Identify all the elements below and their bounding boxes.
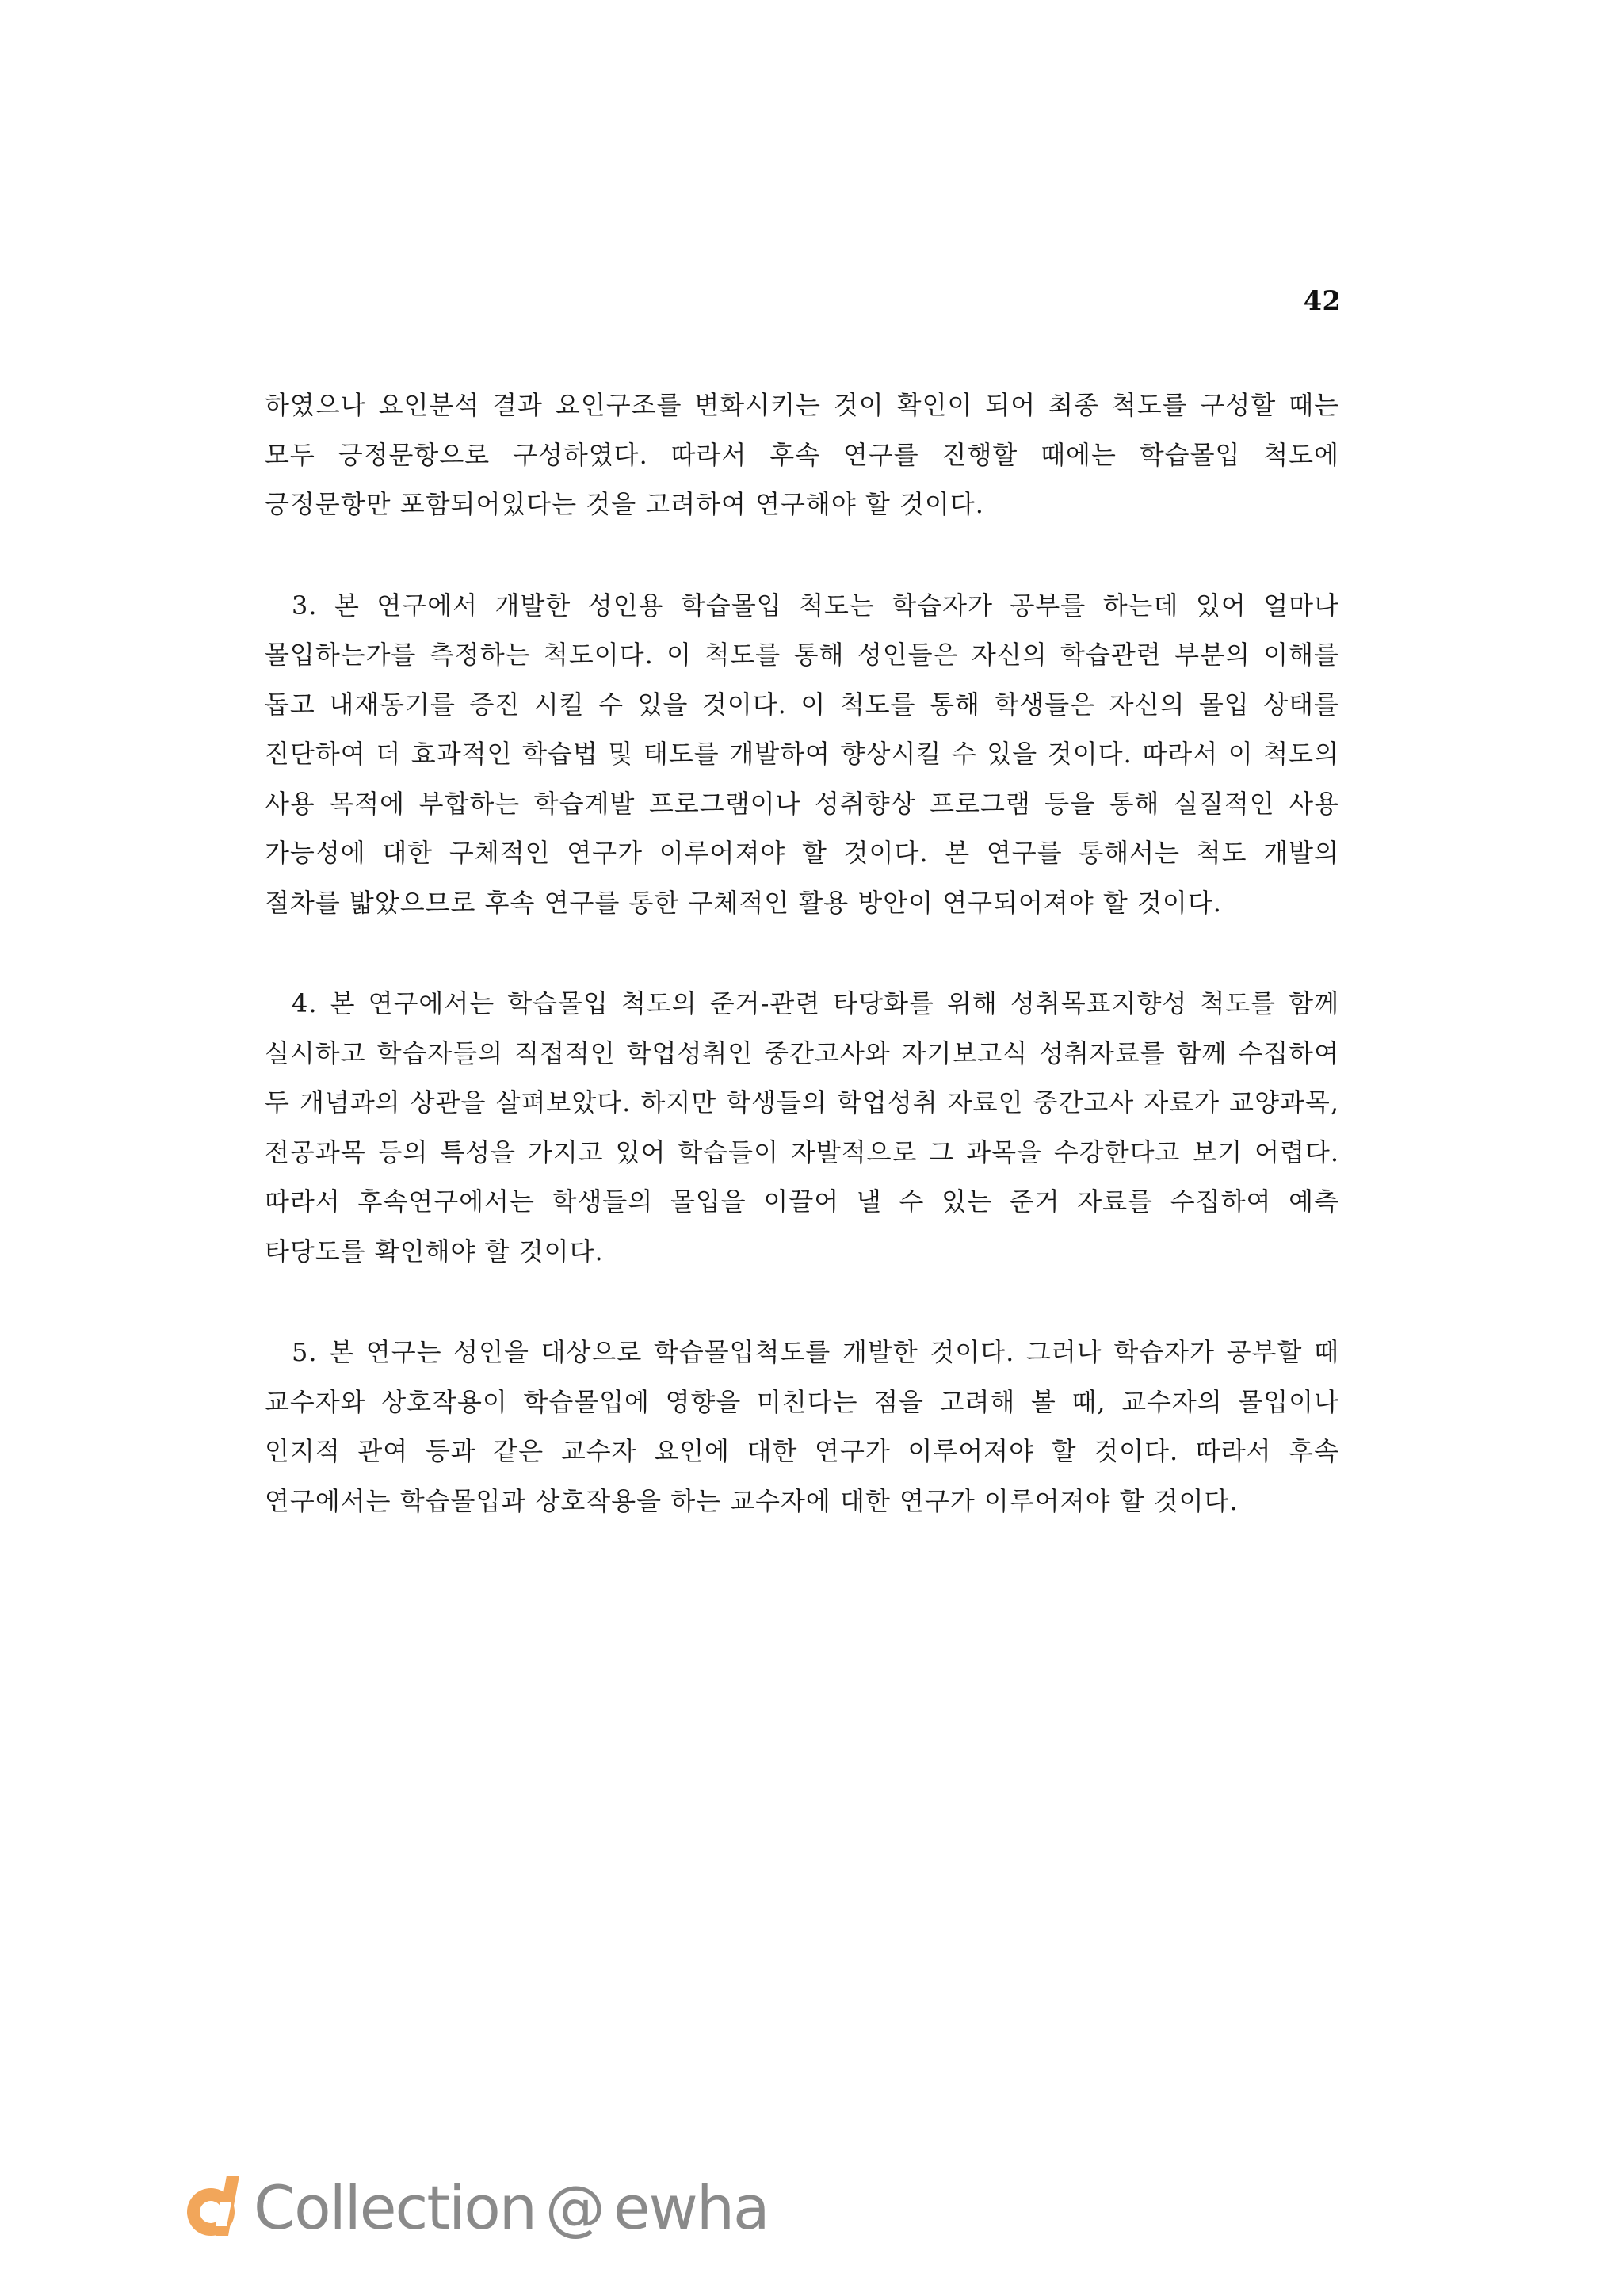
paragraph-item-3: 3. 본 연구에서 개발한 성인용 학습몰입 척도는 학습자가 공부를 하는데 있어 얼마나 몰입하는가를 측정하는 척도이다. 이 척도를 통해 성인들은 자신의 학습관련 부분의 이해를 돕고 내재동기를 증진 시킬 수 있을 것이다. 이 척도를 통해 학생들은 자신의 몰입 상태를 진단하여 더 효과적인 학습법 및 태도를 개발하여 향상시킬 수 있을 것이다. 따라서 이 척도의 사용 목적에 부합하는 학습계발 프로그램이나 성취향상 프로그램 등을 통해 실질적인 사용 가능성에 대한 구체적인 연구가 이루어져야 할 것이다. 본 연구를 통해서는 척도 개발의 절차를 밟았으므로 후속 연구를 통한 구체적인 활용 방안이 연구되어져야 할 것이다.	[265, 590, 1339, 918]
paragraph-item-4: 4. 본 연구에서는 학습몰입 척도의 준거-관련 타당화를 위해 성취목표지향성 척도를 함께 실시하고 학습자들의 직접적인 학업성취인 중간고사와 자기보고식 성취자료를 함께 수집하여 두 개념과의 상관을 살펴보았다. 하지만 학생들의 학업성취 자료인 중간고사 자료가 교양과목, 전공과목 등의 특성을 가지고 있어 학습들이 자발적으로 그 과목을 수강한다고 보기 어렵다. 따라서 후속연구에서는 학생들의 몰입을 이끌어 낼 수 있는 준거 자료를 수집하여 예측 타당도를 확인해야 할 것이다.	[265, 988, 1339, 1266]
dcollection-logo-text	[254, 2172, 769, 2243]
logo-at-sign: @	[544, 2172, 604, 2243]
paragraph-continuation: 하였으나 요인분석 결과 요인구조를 변화시키는 것이 확인이 되어 최종 척도를 구성할 때는 모두 긍정문항으로 구성하였다. 따라서 후속 연구를 진행할 때에는 학습몰입 척도에 긍정문항만 포함되어있다는 것을 고려하여 연구해야 할 것이다.	[265, 390, 1339, 519]
dcollection-logo	[179, 2168, 769, 2247]
logo-org: ewha	[613, 2172, 769, 2243]
dcollection-logo-icon	[179, 2171, 252, 2244]
document-body	[265, 380, 1339, 1526]
paragraph-item-5: 5. 본 연구는 성인을 대상으로 학습몰입척도를 개발한 것이다. 그러나 학습자가 공부할 때 교수자와 상호작용이 학습몰입에 영향을 미친다는 점을 고려해 볼 때, 교수자의 몰입이나 인지적 관여 등과 같은 교수자 요인에 대한 연구가 이루어져야 할 것이다. 따라서 후속 연구에서는 학습몰입과 상호작용을 하는 교수자에 대한 연구가 이루어져야 할 것이다.	[265, 1337, 1339, 1516]
page-number: 42	[1303, 285, 1341, 317]
logo-word: Collection	[254, 2172, 536, 2243]
